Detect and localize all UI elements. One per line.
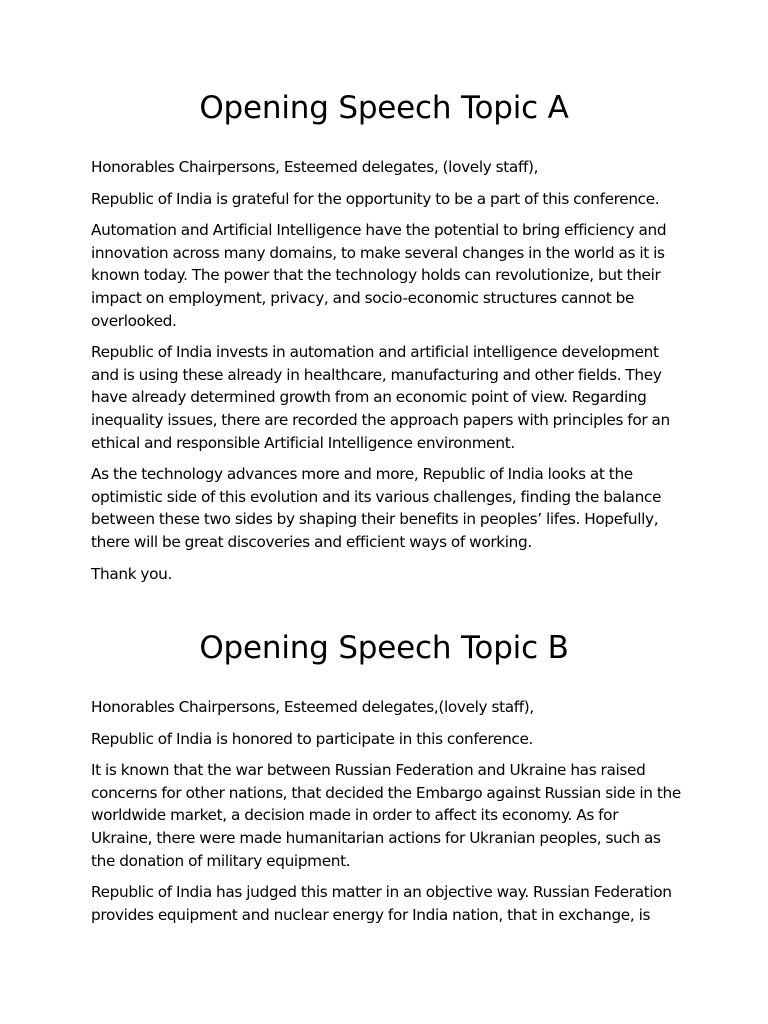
- heading-topic-a: Opening Speech Topic A: [199, 90, 569, 126]
- heading-topic-b: Opening Speech Topic B: [199, 630, 569, 666]
- paragraph-russia-ukraine: It is known that the war between Russian Federation and Ukraine has raised concerns for other nations, that decided the Embargo against Russian side in the worldwide market, a decision made in order to affect its economy. As for Ukraine, there were made humanitarian actions for Ukranian peoples, such as the donation of military equipment.: [91, 761, 681, 870]
- paragraph-greeting-a: Honorables Chairpersons, Esteemed delegates, (lovely staff),: [91, 158, 539, 176]
- paragraph-intro-a: Republic of India is grateful for the opportunity to be a part of this conference.: [91, 189, 660, 208]
- paragraph-automation-ai: Automation and Artificial Intelligence have the potential to bring efficiency and innovation across many domains, to make several changes in the world as it is known today. The power that the technology holds can revolutionize, but their impact on employment, privacy, and socio-economic structures cannot be overlooked.: [91, 221, 667, 330]
- paragraph-thank-you: Thank you.: [91, 564, 172, 583]
- paragraph-greeting-b: Honorables Chairpersons, Esteemed delegates,(lovely staff),: [91, 698, 534, 716]
- section-topic-b: [91, 696, 681, 935]
- paragraph-india-investment: Republic of India invests in automation and artificial intelligence development and is using these already in healthcare, manufacturing and other fields. They have already determined growth from an economic point of view. Regarding inequality issues, there are recorded the approach papers with principles for an ethical and responsible Artificial Intelligence environment.: [91, 343, 670, 452]
- paragraph-intro-b: Republic of India is honored to participate in this conference.: [91, 729, 534, 748]
- section-topic-a: [91, 156, 681, 594]
- paragraph-india-judgement: Republic of India has judged this matter in an objective way. Russian Federation provides equipment and nuclear energy for India nation, that in exchange, is: [91, 883, 672, 924]
- paragraph-technology-advances: As the technology advances more and more, Republic of India looks at the optimistic side of this evolution and its various challenges, finding the balance between these two sides by shaping their benefits in peoples’ lifes. Hopefully, there will be great discoveries and efficient ways of working.: [91, 465, 662, 551]
